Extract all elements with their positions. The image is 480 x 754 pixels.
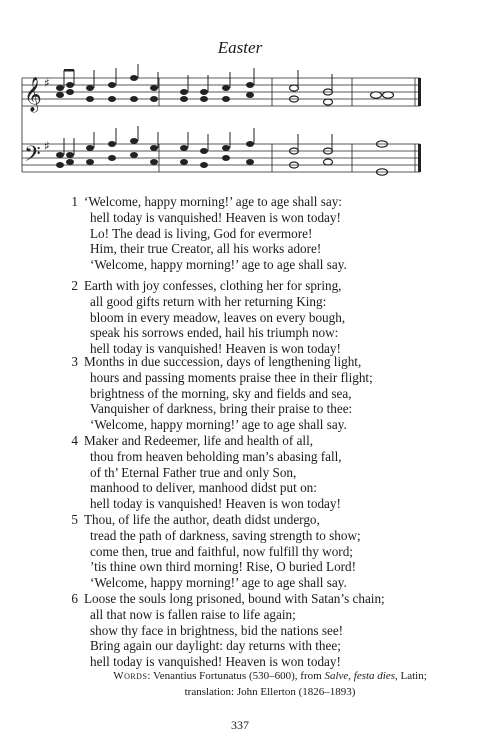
- verse-line: Bring again our daylight: day returns with thee;: [90, 638, 341, 654]
- verse-number: 5: [71, 512, 78, 527]
- verse-line: hell today is vanquished! Heaven is won today!: [90, 209, 341, 225]
- verse-number: 4: [71, 433, 78, 448]
- verse-line: ‘Welcome, happy morning!’ age to age shall say.: [90, 575, 347, 591]
- page-number: 337: [231, 718, 249, 732]
- verse-line: Loose the souls long prisoned, bound with Satan’s chain;: [84, 591, 385, 606]
- verse-line: manhood to deliver, manhood didst put on:: [90, 480, 317, 496]
- verse-line: Maker and Redeemer, life and health of all,: [84, 433, 314, 448]
- verse-line: ’tis thine own third morning! Rise, O buried Lord!: [90, 559, 357, 575]
- verse-number: 2: [71, 278, 78, 293]
- verse-number: 3: [71, 354, 78, 369]
- words-text: : Venantius Fortunatus (530–600), from: [147, 670, 325, 682]
- verse-line: of th’ Eternal Father true and only Son,: [90, 464, 297, 480]
- verse-line: Thou, of life the author, death didst undergo,: [84, 512, 320, 527]
- verse-line: tread the path of darkness, saving strength to show;: [90, 527, 361, 543]
- hymn-title: Easter: [217, 38, 263, 57]
- credits: [100, 668, 440, 700]
- verse-line: ‘Welcome, happy morning!’ age to age shall say.: [90, 417, 347, 433]
- svg-text:♯: ♯: [44, 139, 50, 153]
- verse-line: speak his sorrows ended, hail his triumph now:: [90, 325, 339, 341]
- verse-line: bloom in every meadow, leaves on every bough,: [90, 309, 346, 325]
- verse-line: Lo! The dead is living, God for evermore!: [90, 225, 313, 241]
- verse-line: Vanquisher of darkness, bring their praise to thee:: [90, 401, 353, 417]
- source-title: Salve, festa dies: [324, 670, 396, 682]
- verse-line: hell today is vanquished! Heaven is won today!: [90, 341, 341, 357]
- verse-line: show thy face in brightness, bid the nations see!: [90, 622, 344, 638]
- verse-line: come then, true and faithful, now fulfill thy word;: [90, 543, 353, 559]
- verse-line: hours and passing moments praise thee in their flight;: [90, 369, 373, 385]
- verse-line: brightness of the morning, sky and fields and sea,: [90, 385, 352, 401]
- verse-line: thou from heaven beholding man’s abasing fall,: [90, 448, 342, 464]
- verse-line: Months in due succession, days of lengthening light,: [84, 354, 362, 369]
- verse-number: 6: [71, 591, 78, 606]
- words-label: Words: [113, 670, 148, 682]
- verse-number: 1: [71, 194, 78, 209]
- source-suffix: , Latin;: [395, 670, 427, 682]
- svg-text:𝄞: 𝄞: [24, 77, 42, 112]
- verse-line: all good gifts return with her returning King:: [90, 293, 327, 309]
- verse-line: all that now is fallen raise to life again;: [90, 606, 296, 622]
- verse-line: hell today is vanquished! Heaven is won today!: [90, 654, 341, 670]
- verse-line: ‘Welcome, happy morning!’ age to age shall say.: [90, 257, 347, 273]
- verse-line: Earth with joy confesses, clothing her for spring,: [84, 278, 342, 293]
- translation-credit: translation: John Ellerton (1826–1893): [184, 686, 356, 698]
- verse-line: Him, their true Creator, all his works adore!: [90, 241, 322, 257]
- svg-text:𝄢: 𝄢: [24, 142, 41, 172]
- svg-text:♯: ♯: [44, 76, 50, 90]
- music-score: [14, 62, 444, 194]
- verse-line: ‘Welcome, happy morning!’ age to age shall say:: [84, 194, 342, 209]
- verse-line: hell today is vanquished! Heaven is won today!: [90, 496, 341, 512]
